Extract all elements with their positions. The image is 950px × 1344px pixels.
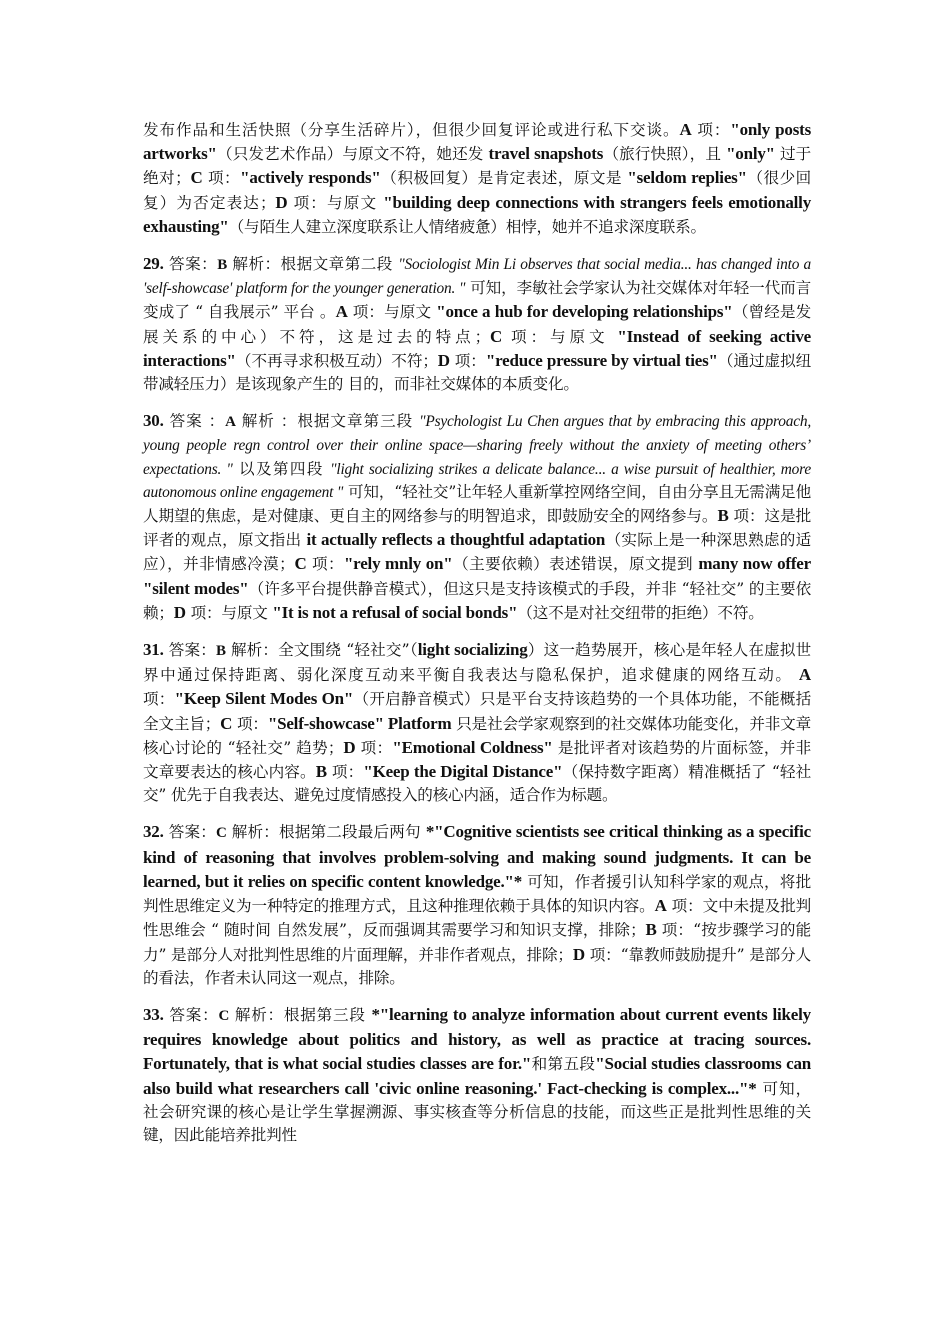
answer-paragraph-q33 (143, 1003, 811, 1147)
explanation-text: 解析 ：根据文章第三段 (235, 412, 420, 431)
explanation-text: 项： (449, 351, 486, 370)
quoted-phrase: A (654, 896, 667, 916)
explanation-text: 答案： (163, 255, 218, 274)
quoted-phrase: "Keep Silent Modes On" (174, 689, 354, 709)
explanation-text: 解析：根据文章第二段 (227, 255, 399, 274)
quoted-phrase: B (315, 762, 327, 782)
quoted-phrase: D (437, 350, 450, 370)
question-number: 32. (143, 822, 164, 842)
explanation-text: （通过虚拟纽带减轻压力）是该现象产生的 目的，而非社交媒体的本质变化。 (143, 351, 811, 394)
quoted-phrase: "building deep connections with strangers feels emotionally exhausting" (143, 192, 811, 236)
quoted-phrase: "Social studies classrooms can also build what researchers call 'civic online reasoning.' Fact-checking is complex..."* (143, 1054, 812, 1098)
question-number: 31. (143, 640, 164, 660)
explanation-text: （旅行快照），且 (603, 145, 727, 164)
explanation-text: 项： (306, 555, 344, 574)
explanation-text: 项：这是批评者的观点，原文指出 (143, 507, 811, 550)
explanation-text: （实际上是一种深思熟虑的适应），并非情感冷漠； (143, 531, 811, 574)
explanation-text: 项：文中未提及批判性思维会 “ 随时间 自然发展”，反而强调其需要学习和知识支撑，排除； (143, 897, 811, 940)
explanation-text: （开启静音模式）只是平台支持该趋势的一个具体功能，不能概括全文主旨； (143, 690, 811, 733)
answer-letter: B (216, 643, 226, 660)
explanation-text: （许多平台提供静音模式），但这只是支持该模式的手段，并非 “轻社交” 的主要依赖； (143, 579, 811, 622)
quoted-phrase: C (490, 326, 503, 346)
explanation-text: 只是社会学家观察到的社交媒体功能变化，并非文章核心讨论的 “轻社交” 趋势； (143, 714, 811, 757)
quoted-phrase: light socializing (417, 640, 528, 660)
quoted-phrase: "only posts artworks" (143, 120, 812, 164)
explanation-text: 项：与原文 (502, 327, 618, 346)
question-number: 29. (143, 254, 164, 274)
explanation-text: 和第五段 (531, 1055, 596, 1074)
explanation-text: 项： (691, 121, 731, 139)
quoted-phrase: "actively responds" (240, 168, 381, 188)
explanation-text: （很少回复）为否定表达； (143, 169, 812, 212)
quoted-phrase: D (572, 944, 585, 964)
answer-paragraph-q30 (143, 409, 811, 625)
explanation-text: 项： (232, 714, 268, 733)
quoted-phrase: "Emotional Coldness" (392, 737, 553, 757)
quoted-passage: "Sociologist Min Li observes that social media... has changed into a 'self-showcase' platform for the younger generation. " (143, 256, 811, 298)
quoted-phrase: *"Cognitive scientists see critical thinking as a specific kind of reasoning that involves problem-solving and making sound judgments. It can be learned, but it relies on specific content knowledge."* (143, 822, 811, 891)
answer-paragraph-q31 (143, 638, 811, 807)
quoted-phrase: A (798, 665, 811, 685)
answer-letter: C (216, 825, 227, 842)
explanation-text: 解析：全文围绕 “轻社交”（ (225, 641, 418, 660)
quoted-phrase: "Self-showcase" Platform (267, 713, 452, 733)
explanation-text: 可知，李敏社会学家认为社交媒体对年轻一代而言变成了 “ 自我展示” 平台 。 (143, 279, 811, 322)
explanation-text: 项： (355, 738, 393, 757)
answer-paragraph-p28-cont (143, 118, 811, 239)
explanation-text: （曾经是发展关系的中心）不符，这是过去的特点； (143, 303, 811, 346)
explanation-text: 以及第四段 (232, 459, 331, 478)
explanation-text: 项：“靠教师鼓励提升” 是部分人的看法，作者未认同这一观点，排除。 (143, 945, 811, 987)
question-number: 33. (143, 1004, 164, 1024)
explanation-text: 解析：根据第三段 (229, 1005, 372, 1024)
explanation-text: （主要依赖）表述错误，原文提到 (452, 555, 699, 574)
explanation-text: 可知，“轻社交”让年轻人重新掌控网络空间，自由分享且无需满足他人期望的焦虑，是对健康、更自主的网络参与的明智追求，即鼓励安全的网络参与。 (143, 482, 811, 526)
question-number: 30. (143, 411, 164, 431)
answer-paragraph-q29 (143, 252, 811, 396)
explanation-text: （保持数字距离）精准概括了 “轻社交” 优先于自我表达、避免过度情感投入的核心内涵，适合作为标题。 (143, 763, 811, 805)
explanation-text: ）这一趋势展开，核心是年轻人在虚拟世界中通过保持距离、弱化深度互动来平衡自我表达与隐私保护，追求健康的网络互动。 (143, 641, 811, 685)
explanation-text: 答案： (163, 823, 217, 842)
quoted-passage: "light socializing strikes a delicate balance... a wise pursuit of healthier, more autonomous online engagement " (143, 460, 811, 501)
quoted-phrase: "rely mnly on" (343, 554, 453, 574)
quoted-phrase: "Keep the Digital Distance" (363, 762, 563, 782)
quoted-phrase: travel snapshots (488, 144, 604, 164)
answer-letter: A (225, 414, 236, 431)
quoted-phrase: B (717, 506, 729, 526)
explanation-text: 可知，社会研究课的核心是让学生掌握溯源、事实核查等分析信息的技能，而这些正是批判性思维的关键，因此能培养批判性 (143, 1079, 811, 1144)
answer-letter: B (217, 257, 228, 274)
explanation-text: （与陌生人建立深度联系让人情绪疲惫）相悖，她并不追求深度联系。 (228, 217, 706, 236)
explanation-text: 项： (143, 690, 175, 709)
explanation-text: 可知，作者援引认知科学家的观点，将批判性思维定义为一种特定的推理方式，且这种推理依赖于具体的知识内容。 (143, 872, 811, 916)
explanation-text: 答案： (163, 1005, 219, 1024)
quoted-phrase: A (679, 120, 692, 139)
explanation-text: 项：“按步骤学习的能力” 是部分人对批判性思维的片面理解，并非作者观点，排除； (143, 921, 811, 964)
explanation-text: 项： (202, 169, 241, 188)
quoted-phrase: B (645, 920, 657, 940)
quoted-phrase: C (294, 554, 307, 574)
quoted-phrase: "It is not a refusal of social bonds" (272, 602, 518, 622)
quoted-phrase: "Instead of seeking active interactions" (143, 326, 812, 370)
explanation-text: 项：与原文 (287, 193, 384, 212)
quoted-phrase: *"learning to analyze information about current events likely requires knowledge about politics and history, as well as practice at tracing sources. Fortunately, that is what social studies classes are for." (143, 1004, 811, 1074)
quoted-phrase: it actually reflects a thoughtful adaptation (306, 530, 606, 550)
answer-paragraph-q32 (143, 820, 811, 989)
quoted-passage: "Psychologist Lu Chen argues that by embracing this approach, young people regn control over their online space—sharing freely without the anxiety of meeting others’ expectations. " (143, 413, 811, 478)
explanation-text: 答案： (163, 641, 217, 660)
quoted-phrase: C (220, 713, 233, 733)
quoted-phrase: A (335, 302, 348, 322)
explanation-text: （积极回复）是肯定表述，原文是 (380, 169, 628, 188)
explanation-text: 答案 ： (163, 412, 226, 431)
quoted-phrase: D (173, 602, 186, 622)
quoted-phrase: "reduce pressure by virtual ties" (485, 350, 718, 370)
explanation-text: 项： (326, 763, 364, 782)
explanation-text: 项：与原文 (185, 603, 273, 622)
explanation-text: 是批评者对该趋势的片面标签，并非文章要表达的核心内容。 (143, 738, 812, 782)
quoted-phrase: many now offer "silent modes" (143, 554, 811, 598)
quoted-phrase: "only" (726, 144, 775, 164)
explanation-text: 发布作品和生活快照（分享生活碎片），但很少回复评论或进行私下交谈。 (143, 121, 680, 139)
explanation-text: （不再寻求积极互动）不符； (235, 351, 438, 370)
explanation-text: 项：与原文 (347, 303, 437, 322)
quoted-phrase: "once a hub for developing relationships" (436, 302, 733, 322)
quoted-phrase: D (343, 737, 356, 757)
explanation-text: 过于绝对； (143, 145, 812, 188)
quoted-phrase: C (190, 168, 203, 188)
quoted-phrase: "seldom replies" (627, 168, 747, 188)
explanation-text: （这不是对社交纽带的拒绝）不符。 (517, 603, 764, 622)
explanation-text: （只发艺术作品）与原文不符，她还发 (216, 145, 489, 164)
explanation-text: 解析：根据第二段最后两句 (226, 823, 426, 842)
answer-explanations (143, 118, 811, 1160)
quoted-phrase: D (275, 192, 288, 212)
answer-letter: C (218, 1007, 230, 1024)
